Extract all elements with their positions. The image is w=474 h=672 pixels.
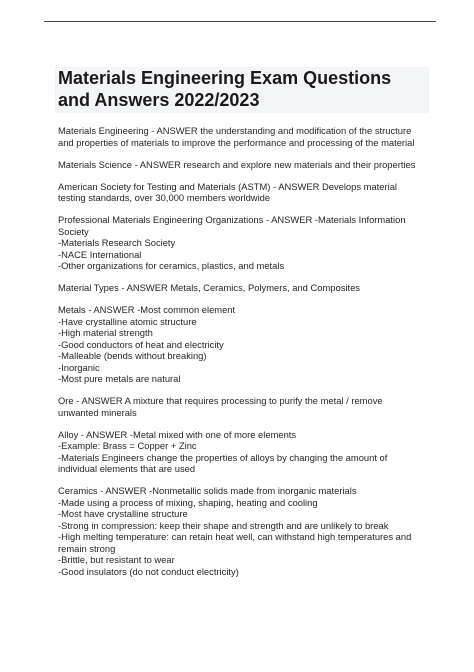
qa-entry [58, 429, 438, 475]
qa-line: -NACE International [58, 248, 142, 260]
qa-line: Metals - ANSWER -Most common element [58, 304, 236, 315]
qa-line: -Have crystalline atomic structure [58, 315, 197, 327]
qa-line: individual elements that are used [58, 463, 196, 474]
qa-entry [58, 214, 438, 272]
qa-line: -Materials Research Society [58, 237, 176, 248]
title-line-2: and Answers 2022/2023 [58, 90, 260, 110]
qa-list [58, 125, 438, 588]
qa-line: -Other organizations for ceramics, plastics, and metals [58, 260, 285, 271]
qa-line: Ceramics - ANSWER -Nonmetallic solids made from inorganic materials [58, 485, 357, 496]
qa-line: Ore - ANSWER A mixture that requires processing to purify the metal / remove [58, 395, 383, 406]
qa-entry [58, 282, 438, 294]
qa-entry [58, 159, 438, 171]
qa-line: Material Types - ANSWER Metals, Ceramics, Polymers, and Composites [58, 282, 360, 293]
qa-entry [58, 395, 438, 418]
qa-entry [58, 304, 438, 385]
qa-line: unwanted minerals [58, 406, 137, 418]
qa-line: Alloy - ANSWER -Metal mixed with one of more elements [58, 428, 297, 440]
qa-line: -High material strength [58, 327, 153, 338]
qa-line: remain strong [58, 542, 116, 554]
qa-entry [58, 181, 438, 204]
qa-line: Society [58, 225, 89, 237]
title-line-1: Materials Engineering Exam Questions [58, 68, 392, 88]
document-title [55, 67, 429, 113]
qa-line: and properties of materials to improve the performance and processing of the material [58, 136, 415, 148]
qa-line: -Good conductors of heat and electricity [58, 338, 224, 350]
qa-line: -Inorganic [58, 361, 100, 373]
qa-line: American Society for Testing and Materials (ASTM) - ANSWER Develops material [58, 180, 397, 192]
qa-line: Materials Science - ANSWER research and explore new materials and their properties [58, 158, 416, 170]
qa-entry [58, 125, 438, 148]
qa-line: Materials Engineering - ANSWER the understanding and modification of the structure [58, 125, 412, 136]
qa-line: -Made using a process of mixing, shaping, heating and cooling [58, 496, 318, 508]
qa-line: -High melting temperature: can retain heat well, can withstand high temperatures and [58, 531, 412, 542]
qa-line: Professional Materials Engineering Organizations - ANSWER -Materials Information [58, 214, 406, 225]
qa-line: -Most pure metals are natural [58, 373, 181, 384]
qa-line: -Strong in compression: keep their shape and strength and are unlikely to break [58, 519, 389, 531]
header-rule [44, 21, 436, 22]
qa-line: -Good insulators (do not conduct electricity) [58, 565, 239, 577]
qa-line: -Malleable (bends without breaking) [58, 350, 207, 361]
qa-entry [58, 485, 438, 577]
qa-line: -Materials Engineers change the properties of alloys by changing the amount of [58, 451, 388, 463]
qa-line: -Example: Brass = Copper + Zinc [58, 440, 197, 451]
qa-line: testing standards, over 30,000 members worldwide [58, 192, 271, 203]
qa-line: -Brittle, but resistant to wear [58, 554, 175, 565]
qa-line: -Most have crystalline structure [58, 508, 188, 519]
